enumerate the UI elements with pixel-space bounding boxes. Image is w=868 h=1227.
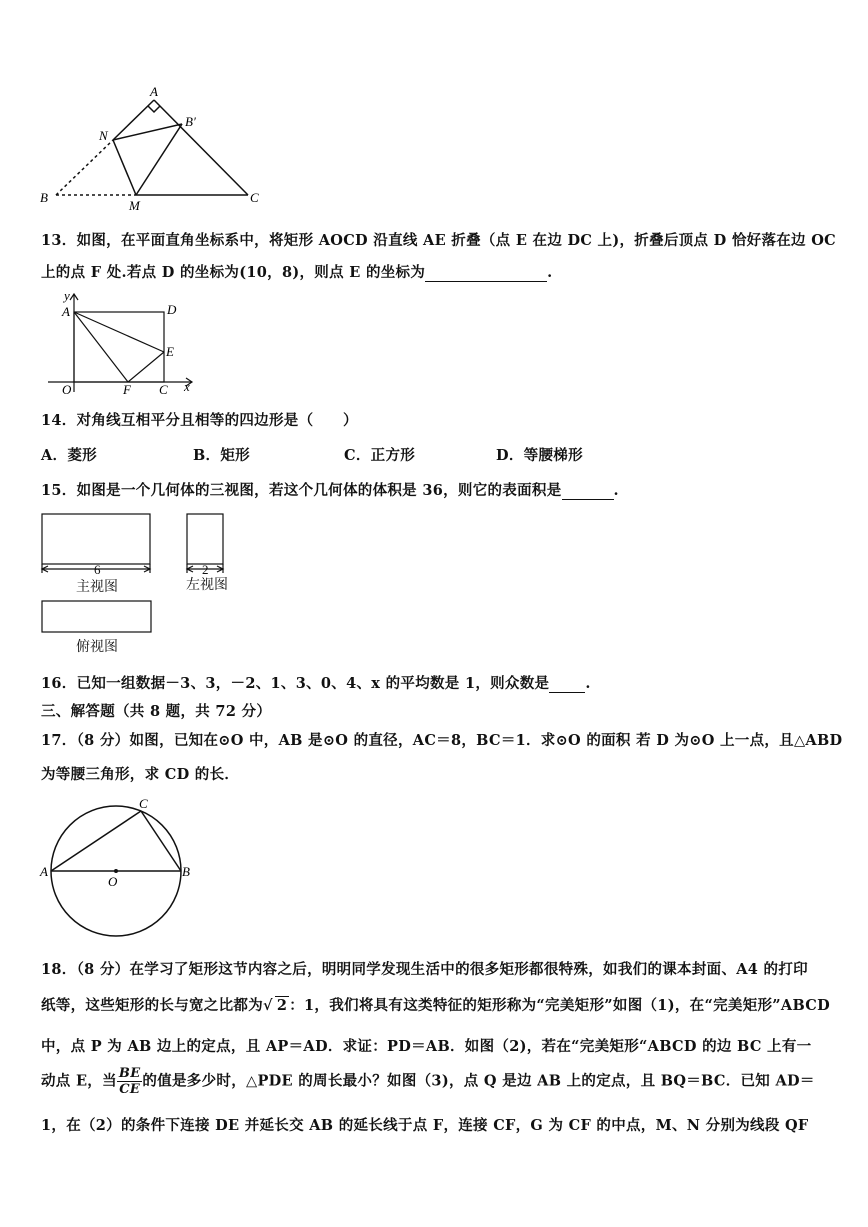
q14-option-b: B．矩形	[193, 447, 250, 464]
fraction-BE-CE	[117, 1066, 143, 1097]
q18-line3: 中，点 P 为 AB 边上的定点，且 AP＝AD．求证：PD＝AB．如图（2)，若在“完美矩形“ABCD 的边 BC 上有一	[41, 1038, 812, 1055]
segment-MBp	[136, 124, 182, 195]
segment-NBp	[113, 124, 182, 140]
chord-AC	[51, 811, 141, 871]
side-view-caption: 左视图	[186, 577, 228, 593]
side-dim-label: 2	[202, 562, 209, 577]
label-A: A	[150, 84, 158, 99]
q18-line2-text-a: 纸等，这些矩形的长与宽之比都为	[41, 997, 263, 1014]
label-O: O	[108, 874, 118, 889]
q13-line2	[41, 261, 553, 282]
label-B: B	[40, 190, 48, 205]
sqrt-symbol: √ 2	[263, 997, 288, 1014]
q16-answer-blank[interactable]	[549, 678, 585, 693]
fraction-numerator: BE	[118, 1066, 141, 1081]
figure-coordinate-rectangle	[42, 288, 202, 398]
q16-stem	[41, 672, 591, 693]
q14-option-a: A．菱形	[41, 447, 97, 464]
label-C: C	[250, 190, 259, 205]
label-E: E	[166, 344, 174, 359]
label-N: N	[99, 128, 108, 143]
label-C: C	[159, 382, 168, 397]
segment-AE	[74, 312, 164, 352]
q18-line4-text-b: 的值是多少时，△PDE 的周长最小？如图（3)，点 Q 是边 AB 上的定点，且 BQ＝BC．已知 AD＝	[142, 1072, 815, 1090]
q13-line1: 13．如图，在平面直角坐标系中，将矩形 AOCD 沿直线 AE 折叠（点 E 在边 DC 上)，折叠后顶点 D 恰好落在边 OC	[41, 232, 836, 249]
q14-stem: 14．对角线互相平分且相等的四边形是（ ）	[41, 412, 358, 429]
label-x: x	[184, 379, 190, 394]
q17-line2: 为等腰三角形，求 CD 的长．	[41, 766, 240, 783]
q15-stem-text: 15．如图是一个几何体的三视图，若这个几何体的体积是 36，则它的表面积是	[41, 482, 562, 499]
label-C: C	[139, 796, 148, 811]
segment-AF	[74, 312, 128, 382]
q18-line1: 18．（8 分）在学习了矩形这节内容之后，明明同学发现生活中的很多矩形都很特殊，如我们的课本封面、A4 的打印	[41, 961, 808, 978]
center-dot	[114, 869, 118, 873]
section-heading: 三、解答题（共 8 题，共 72 分）	[41, 703, 272, 720]
label-A: A	[62, 304, 70, 319]
q13-answer-blank[interactable]	[425, 267, 547, 282]
label-O: O	[62, 382, 72, 397]
figure-folded-triangle	[30, 82, 280, 217]
q15-stem	[41, 479, 619, 500]
q18-line2	[41, 994, 830, 1015]
q17-line1: 17．（8 分）如图，已知在⊙O 中，AB 是⊙O 的直径，AC＝8，BC＝1．求⊙O 的面积 若 D 为⊙O 上一点，且△ABD	[41, 732, 843, 749]
segment-FE	[128, 352, 164, 382]
front-dim-label: 6	[94, 562, 101, 577]
segment-AN	[113, 100, 154, 140]
right-angle-mark	[148, 106, 160, 112]
label-F: F	[123, 382, 131, 397]
top-view-rect	[42, 601, 151, 632]
segment-AC	[154, 100, 248, 195]
front-view-caption: 主视图	[76, 579, 118, 595]
label-D: D	[167, 302, 177, 317]
q13-line2-text: 上的点 F 处.若点 D 的坐标为(10，8)，则点 E 的坐标为	[41, 264, 426, 281]
q18-line4	[41, 1066, 815, 1097]
q14-option-d: D．等腰梯形	[496, 447, 583, 464]
rectangle-AOCD	[74, 312, 164, 382]
label-B: B	[182, 864, 190, 879]
label-A: A	[40, 864, 48, 879]
chord-CB	[141, 811, 181, 871]
front-view-rect	[42, 514, 150, 564]
q18-line2-text-b: ：1，我们将具有这类特征的矩形称为“完美矩形”如图（1)，在“完美矩形”ABCD	[289, 997, 831, 1014]
q18-line4-text-a: 动点 E，当	[41, 1072, 117, 1090]
q16-stem-end: .	[585, 675, 591, 692]
side-view-rect	[187, 514, 223, 564]
label-y: y	[64, 288, 70, 303]
label-Bprime: B′	[185, 114, 196, 129]
q18-line5: 1，在（2）的条件下连接 DE 并延长交 AB 的延长线于点 F，连接 CF，G 为 CF 的中点，M、N 分别为线段 QF	[41, 1117, 809, 1134]
top-view-caption: 俯视图	[76, 639, 118, 655]
q15-answer-blank[interactable]	[562, 485, 614, 500]
q14-option-c: C．正方形	[344, 447, 416, 464]
segment-NM	[113, 140, 136, 195]
q15-stem-end: .	[613, 482, 619, 499]
figure-circle	[38, 795, 198, 940]
dashed-BN	[56, 140, 113, 195]
q16-stem-text: 16．已知一组数据－3、3，－2、1、3、0、4、x 的平均数是 1，则众数是	[41, 675, 550, 692]
label-M: M	[129, 198, 140, 213]
fraction-denominator: CE	[119, 1082, 141, 1097]
q13-line2-end: .	[547, 264, 553, 281]
sqrt-radicand: 2	[276, 997, 288, 1014]
